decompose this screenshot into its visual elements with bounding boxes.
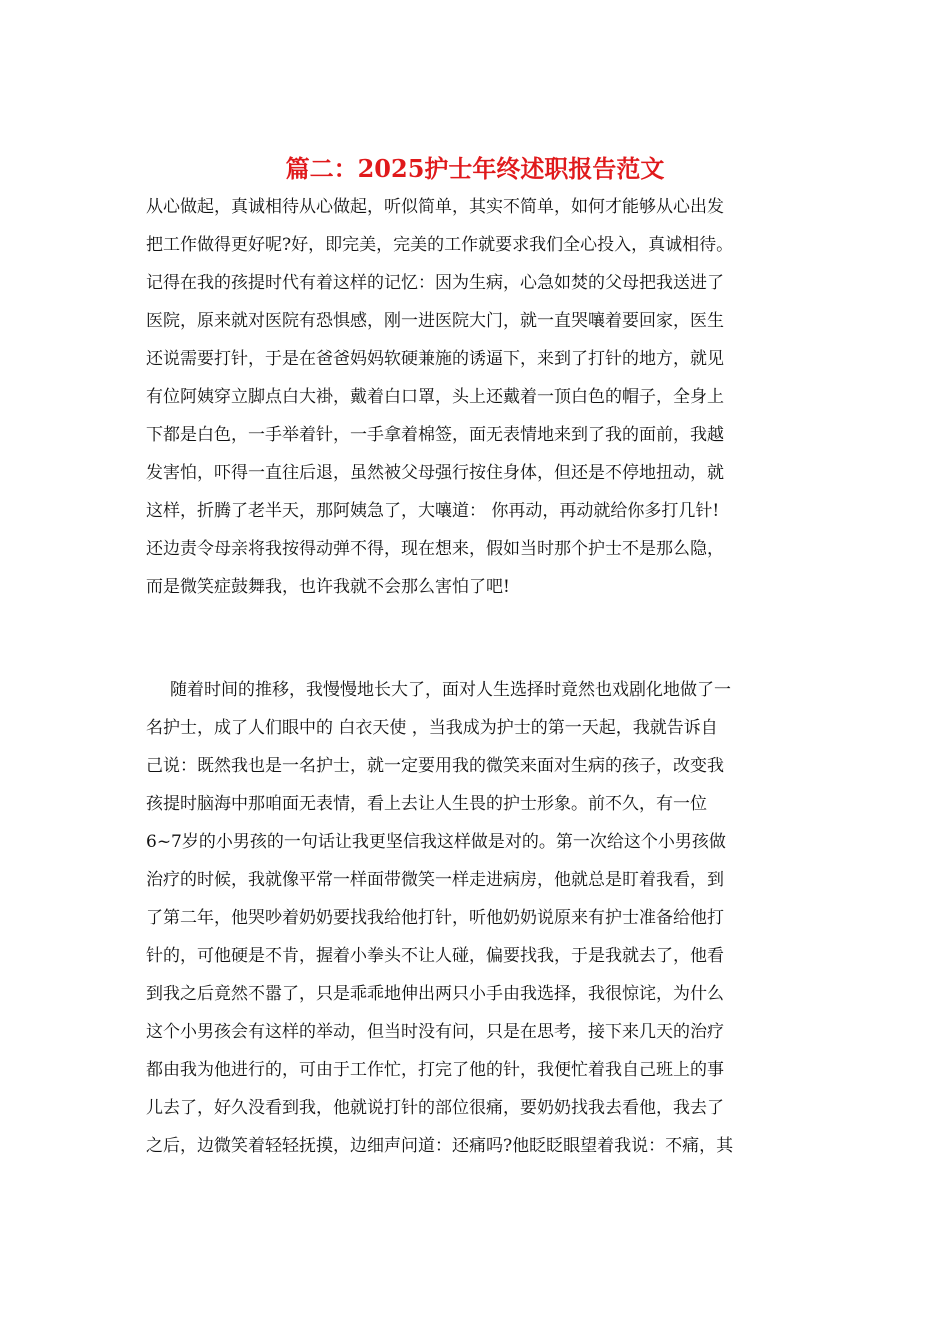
text-line: 而是微笑症鼓舞我，也许我就不会那么害怕了吧!: [146, 577, 510, 597]
text-line: 发害怕，吓得一直往后退，虽然被父母强行按住身体，但还是不停地扭动，就: [146, 463, 724, 483]
text-line: 儿去了，好久没看到我，他就说打针的部位很痛，要奶奶找我去看他，我去了: [146, 1098, 724, 1118]
text-line: 把工作做得更好呢?好，即完美，完美的工作就要求我们全心投入，真诚相待。: [146, 235, 734, 255]
text-line: 之后，边微笑着轻轻抚摸，边细声问道：还痛吗?他眨眨眼望着我说：不痛，其: [146, 1136, 734, 1156]
document-title: 篇二：2025护士年终述职报告范文: [285, 154, 665, 183]
text-line: 己说：既然我也是一名护士，就一定要用我的微笑来面对生病的孩子，改变我: [146, 756, 724, 776]
text-line: 记得在我的孩提时代有着这样的记忆：因为生病，心急如焚的父母把我送进了: [146, 273, 724, 293]
text-line: 孩提时脑海中那咱面无表情，看上去让人生畏的护士形象。前不久，有一位: [146, 794, 707, 814]
text-line: 这样，折腾了老半天，那阿姨急了，大嚷道： 你再动，再动就给你多打几针!: [146, 501, 720, 521]
text-line: 从心做起，真诚相待从心做起，听似简单，其实不简单，如何才能够从心出发: [146, 197, 724, 217]
text-line: 随着时间的推移，我慢慢地长大了，面对人生选择时竟然也戏剧化地做了一: [170, 680, 731, 700]
text-line: 下都是白色，一手举着针，一手拿着棉签，面无表情地来到了我的面前，我越: [146, 425, 724, 445]
text-line: 针的，可他硬是不肯，握着小拳头不让人碰，偏要找我，于是我就去了，他看: [146, 946, 724, 966]
text-line: 都由我为他进行的，可由于工作忙，打完了他的针，我便忙着我自己班上的事: [146, 1060, 724, 1080]
text-line: 这个小男孩会有这样的举动，但当时没有问，只是在思考，接下来几天的治疗: [146, 1022, 724, 1042]
text-line: 了第二年，他哭吵着奶奶要找我给他打针，听他奶奶说原来有护士准备给他打: [146, 908, 724, 928]
text-line: 有位阿姨穿立脚点白大褂，戴着白口罩，头上还戴着一顶白色的帽子，全身上: [146, 387, 724, 407]
paragraph-1: [146, 188, 806, 606]
text-line: 还说需要打针，于是在爸爸妈妈软硬兼施的诱逼下，来到了打针的地方，就见: [146, 349, 724, 369]
text-line: 6~7岁的小男孩的一句话让我更坚信我这样做是对的。第一次给这个小男孩做: [146, 832, 726, 852]
text-line: 医院，原来就对医院有恐惧感，刚一进医院大门，就一直哭嚷着要回家，医生: [146, 311, 724, 331]
text-line: 还边责令母亲将我按得动弹不得，现在想来，假如当时那个护士不是那么隐，: [146, 539, 724, 559]
text-line: 到我之后竟然不嚣了，只是乖乖地伸出两只小手由我选择，我很惊诧，为什么: [146, 984, 724, 1004]
paragraph-2: [146, 671, 806, 1165]
text-line: 名护士，成了人们眼中的 白衣天使 ，当我成为护士的第一天起，我就告诉自: [146, 718, 718, 738]
text-line: 治疗的时候，我就像平常一样面带微笑一样走进病房，他就总是盯着我看，到: [146, 870, 724, 890]
